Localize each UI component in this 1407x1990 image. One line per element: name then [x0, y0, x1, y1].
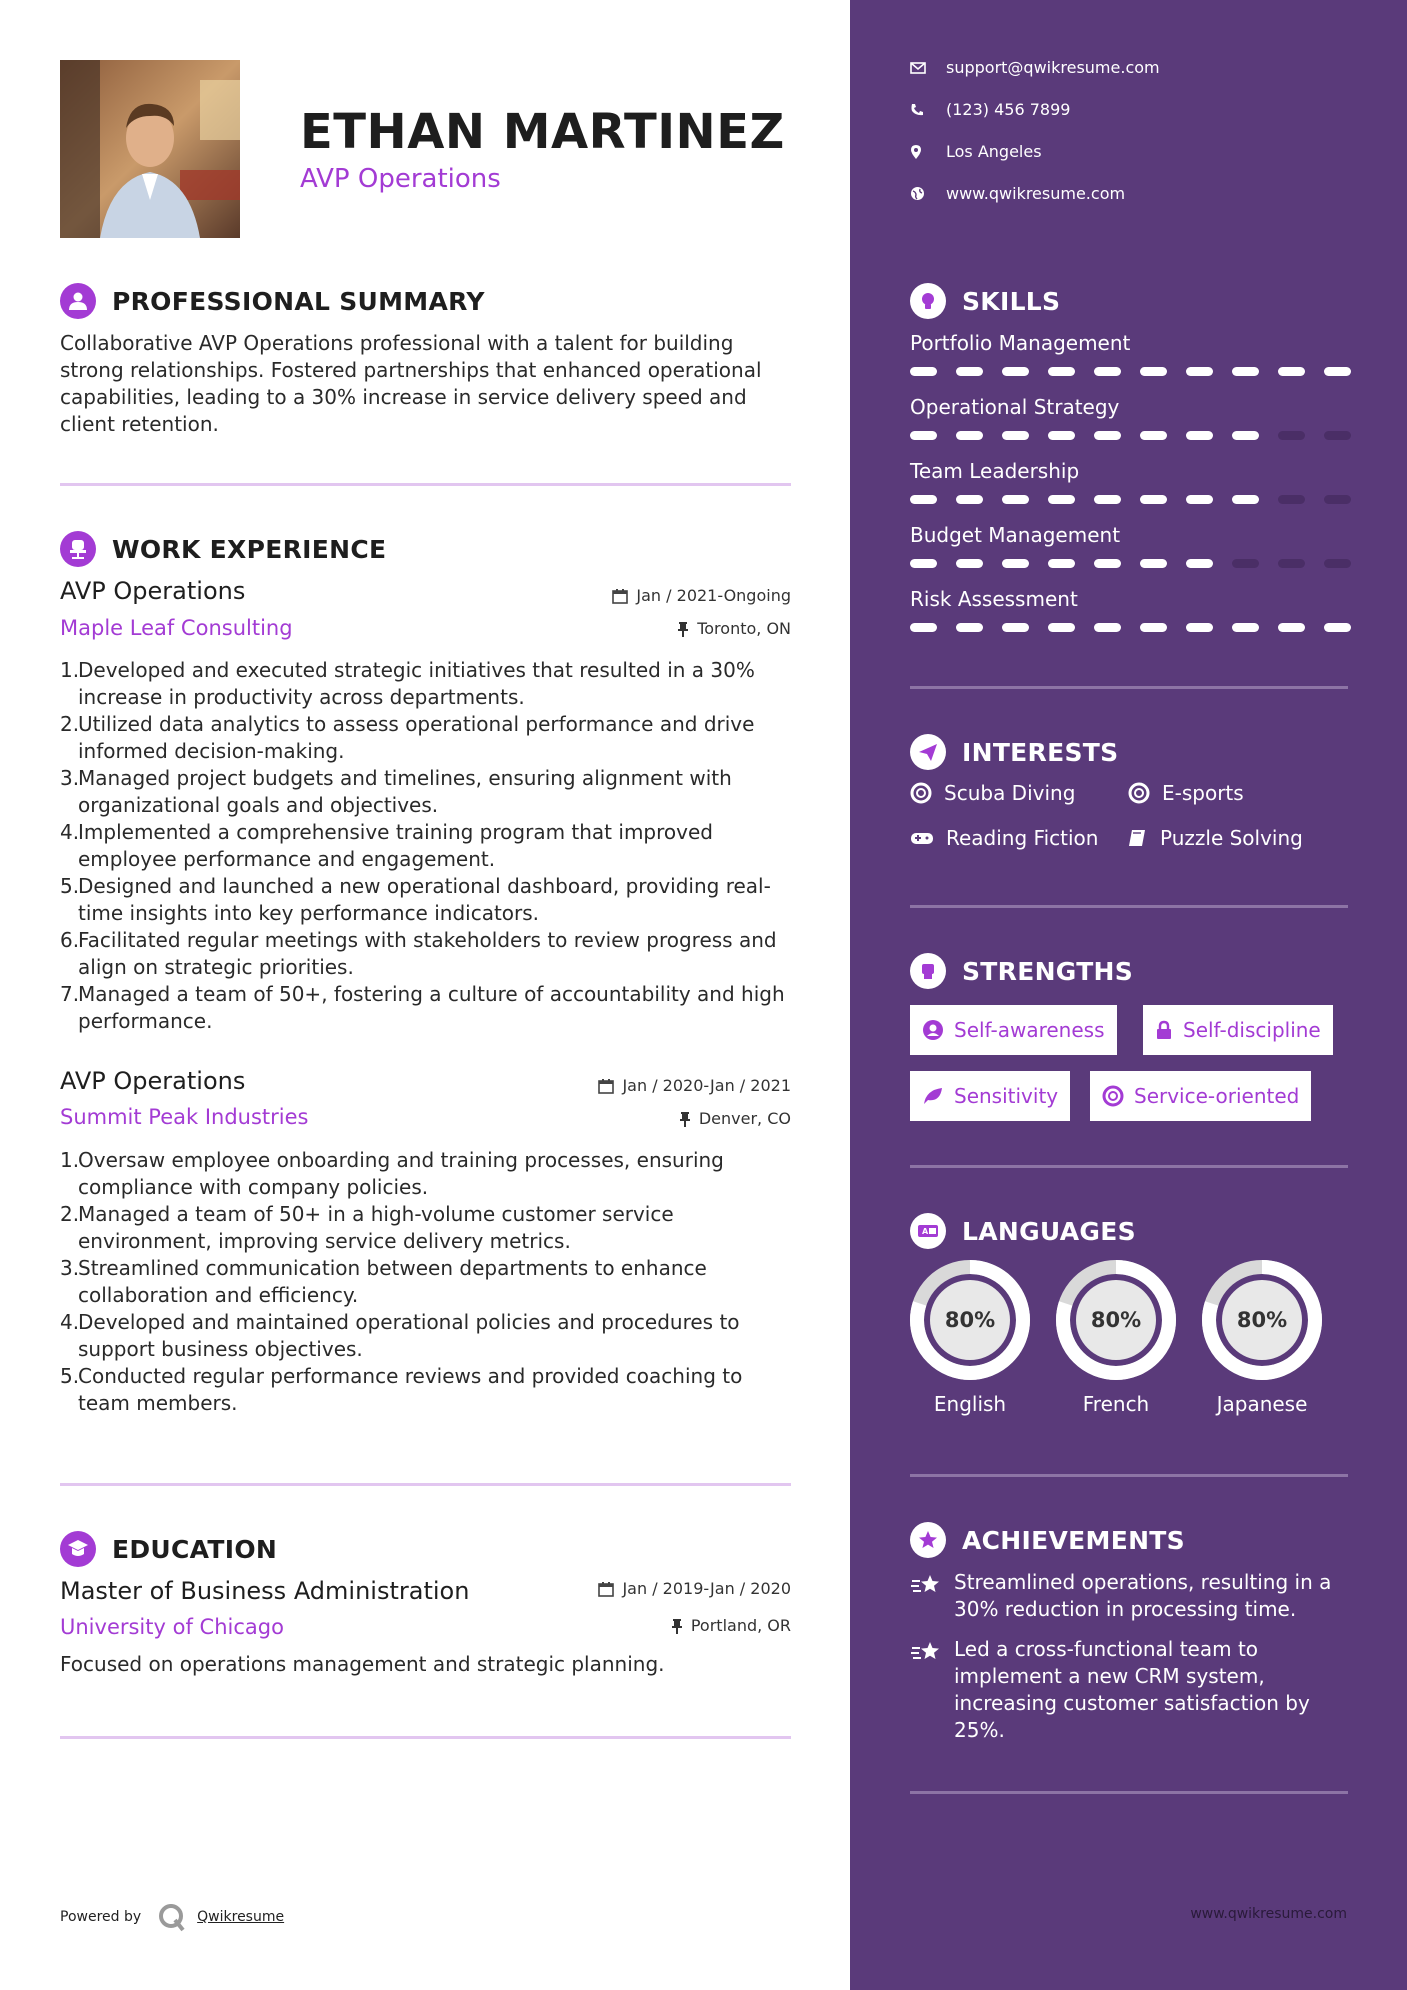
list-item: 3. Managed project budgets and timelines, ensuring alignment with organizational goals and objectives.	[60, 766, 732, 817]
job-responsibilities	[60, 1147, 795, 1417]
gamepad-icon	[910, 830, 934, 846]
skill-level-segment	[1186, 623, 1213, 632]
skill-level-segment	[956, 559, 983, 568]
job-dates-text: Jan / 2020-Jan / 2021	[622, 1076, 791, 1095]
skill-level-segment	[1140, 495, 1167, 504]
skill-name: Operational Strategy	[910, 395, 1120, 419]
skill-level-segment	[1002, 495, 1029, 504]
calendar-icon	[598, 1581, 614, 1597]
skills-heading	[910, 282, 1060, 320]
skill-level-segment	[1002, 623, 1029, 632]
briefcase-chair-icon	[60, 531, 96, 567]
language-percent: 80%	[930, 1280, 1010, 1360]
skill-level-segment	[1048, 623, 1075, 632]
skill-name: Portfolio Management	[910, 331, 1131, 355]
skill-level-segment	[910, 623, 937, 632]
language-percent: 80%	[1076, 1280, 1156, 1360]
strength-badge: Self-discipline	[1143, 1005, 1333, 1055]
skill-level-segment	[1324, 431, 1351, 440]
powered-by-label: Powered by	[60, 1909, 142, 1925]
language-name: French	[1082, 1392, 1150, 1416]
skill-name: Risk Assessment	[910, 587, 1078, 611]
language-item	[1056, 1260, 1176, 1416]
experience-title: WORK EXPERIENCE	[112, 534, 387, 564]
achievements-title: ACHIEVEMENTS	[962, 1525, 1185, 1555]
shooting-star-icon	[910, 1640, 942, 1664]
education-heading	[60, 1531, 277, 1567]
website-text: www.qwikresume.com	[946, 184, 1126, 203]
skill-level-segment	[1232, 559, 1259, 568]
contact-email[interactable]	[910, 58, 1160, 77]
skill-level-segment	[1232, 495, 1259, 504]
job-location	[677, 619, 791, 638]
list-item: 4. Implemented a comprehensive training program that improved employee performance and engagement.	[60, 820, 713, 871]
education-title: EDUCATION	[112, 1534, 278, 1564]
skill-level-segment	[1140, 431, 1167, 440]
skill-level-bar	[910, 623, 1351, 632]
languages-title: LANGUAGES	[962, 1216, 1136, 1246]
lifebuoy-icon	[910, 782, 932, 804]
language-icon	[910, 1213, 946, 1249]
skill-level-segment	[956, 495, 983, 504]
phone-text: (123) 456 7899	[946, 100, 1071, 119]
profile-photo	[60, 60, 240, 238]
list-item: 7. Managed a team of 50+, fostering a culture of accountability and high performance.	[60, 982, 785, 1033]
language-name: Japanese	[1216, 1392, 1308, 1416]
achievement-item: Streamlined operations, resulting in a 30% reduction in processing time.	[910, 1569, 1350, 1623]
skill-level-segment	[956, 623, 983, 632]
skill-level-segment	[1002, 431, 1029, 440]
globe-icon	[910, 186, 925, 201]
user-circle-icon	[922, 1019, 944, 1041]
interest-item: Reading Fiction	[910, 826, 1098, 850]
achievements-heading	[910, 1521, 1185, 1559]
skill-level-segment	[1186, 367, 1213, 376]
skill-level-segment	[1232, 431, 1259, 440]
lifebuoy-icon	[1128, 782, 1150, 804]
skill-level-segment	[1048, 367, 1075, 376]
envelope-icon	[910, 62, 926, 74]
school-name: University of Chicago	[60, 1615, 284, 1639]
degree-name: Master of Business Administration	[60, 1577, 470, 1605]
list-item: 6. Facilitated regular meetings with stakeholders to review progress and align on strategic priorities.	[60, 928, 777, 979]
pin-icon	[671, 1618, 683, 1634]
skill-level-segment	[1278, 559, 1305, 568]
calendar-icon	[598, 1078, 614, 1094]
contact-location	[910, 142, 1042, 161]
skill-level-segment	[1324, 495, 1351, 504]
company-name: Maple Leaf Consulting	[60, 616, 293, 640]
summary-text: Collaborative AVP Operations professional with a talent for building strong relationships. Fostered partnerships that enhanced operational capabilities, leading to a 30% increase in service delivery speed and client retention.	[60, 331, 762, 436]
job-location	[679, 1109, 791, 1128]
skill-level-segment	[1094, 495, 1121, 504]
interest-item: Puzzle Solving	[1128, 826, 1303, 850]
list-item: 1. Oversaw employee onboarding and training processes, ensuring compliance with company policies.	[60, 1148, 724, 1199]
list-item: 2. Managed a team of 50+ in a high-volume customer service environment, improving service delivery metrics.	[60, 1202, 674, 1253]
calendar-icon	[612, 588, 628, 604]
list-item: 5. Designed and launched a new operational dashboard, providing real-time insights into key performance indicators.	[60, 874, 771, 925]
skill-level-segment	[910, 431, 937, 440]
skill-level-segment	[1094, 367, 1121, 376]
graduation-icon	[60, 1531, 96, 1567]
education-dates-text: Jan / 2019-Jan / 2020	[622, 1579, 791, 1598]
skill-name: Team Leadership	[910, 459, 1080, 483]
job-dates-text: Jan / 2021-Ongoing	[636, 586, 791, 605]
skill-level-segment	[1094, 559, 1121, 568]
strength-badge: Sensitivity	[910, 1071, 1070, 1121]
skill-level-segment	[1278, 623, 1305, 632]
list-item: 3. Streamlined communication between departments to enhance collaboration and efficiency.	[60, 1256, 707, 1307]
language-name: English	[933, 1392, 1007, 1416]
lock-icon	[1155, 1020, 1173, 1040]
skill-level-segment	[1048, 559, 1075, 568]
job-title: AVP Operations	[60, 577, 246, 605]
book-icon	[1128, 828, 1148, 848]
skill-level-segment	[910, 367, 937, 376]
interests-title: INTERESTS	[962, 737, 1119, 767]
skill-level-segment	[1094, 431, 1121, 440]
contact-website[interactable]	[910, 184, 1125, 203]
map-marker-icon	[910, 144, 922, 160]
summary-heading	[60, 283, 485, 319]
skill-level-bar	[910, 367, 1351, 376]
job-dates	[612, 586, 791, 605]
skill-level-segment	[1232, 367, 1259, 376]
skill-level-segment	[1186, 495, 1213, 504]
fist-icon	[910, 953, 946, 989]
divider	[910, 686, 1348, 689]
divider	[910, 1165, 1348, 1168]
divider	[910, 1791, 1348, 1794]
star-badge-icon	[910, 1522, 946, 1558]
list-item: 1. Developed and executed strategic initiatives that resulted in a 30% increase in productivity across departments.	[60, 658, 755, 709]
list-item: 5. Conducted regular performance reviews and provided coaching to team members.	[60, 1364, 743, 1415]
skill-level-segment	[1324, 623, 1351, 632]
skill-level-bar	[910, 559, 1351, 568]
education-location-text: Portland, OR	[690, 1616, 791, 1635]
lifebuoy-icon	[1102, 1085, 1124, 1107]
strength-badge: Self-awareness	[910, 1005, 1117, 1055]
divider	[60, 483, 791, 486]
skill-level-segment	[1140, 367, 1167, 376]
skill-level-bar	[910, 495, 1351, 504]
job-title: AVP Operations	[60, 1067, 246, 1095]
divider	[910, 1474, 1348, 1477]
interests-heading	[910, 733, 1118, 771]
divider	[60, 1736, 791, 1739]
skill-level-segment	[1278, 495, 1305, 504]
candidate-role: AVP Operations	[300, 164, 501, 194]
paper-plane-icon	[910, 734, 946, 770]
skill-level-segment	[1324, 367, 1351, 376]
list-item: 4. Developed and maintained operational policies and procedures to support business objectives.	[60, 1310, 740, 1361]
skill-level-segment	[1002, 559, 1029, 568]
language-percent: 80%	[1222, 1280, 1302, 1360]
pin-icon	[677, 621, 689, 637]
divider	[60, 1483, 791, 1486]
skill-level-segment	[1278, 367, 1305, 376]
job-location-text: Toronto, ON	[697, 619, 791, 638]
skill-level-segment	[910, 495, 937, 504]
list-item: 2. Utilized data analytics to assess operational performance and drive informed decision-making.	[60, 712, 755, 763]
user-icon	[60, 283, 96, 319]
sidebar	[850, 0, 1407, 1990]
language-item	[1202, 1260, 1322, 1416]
summary-title: PROFESSIONAL SUMMARY	[112, 286, 485, 316]
svg-text:A: A	[922, 1227, 929, 1236]
skill-name: Budget Management	[910, 523, 1121, 547]
interest-item: Scuba Diving	[910, 781, 1075, 805]
job-responsibilities	[60, 657, 795, 1035]
skill-level-segment	[1048, 495, 1075, 504]
skill-level-segment	[1186, 431, 1213, 440]
location-text: Los Angeles	[946, 142, 1042, 161]
job-dates	[598, 1076, 791, 1095]
language-item	[910, 1260, 1030, 1416]
strengths-title: STRENGTHS	[962, 956, 1134, 986]
language-ring	[1202, 1260, 1322, 1380]
skill-level-segment	[1140, 623, 1167, 632]
divider	[910, 905, 1348, 908]
skill-level-segment	[1094, 623, 1121, 632]
pin-icon	[679, 1111, 691, 1127]
strengths-heading	[910, 952, 1133, 990]
skill-level-segment	[956, 431, 983, 440]
language-ring	[910, 1260, 1030, 1380]
skill-level-segment	[910, 559, 937, 568]
job-location-text: Denver, CO	[698, 1109, 791, 1128]
lightbulb-icon	[910, 283, 946, 319]
education-dates	[598, 1579, 791, 1598]
language-ring	[1056, 1260, 1176, 1380]
phone-icon	[910, 103, 924, 117]
shooting-star-icon	[910, 1573, 942, 1597]
experience-heading	[60, 531, 386, 567]
qwikresume-logo-icon	[157, 1902, 187, 1932]
skill-level-segment	[1186, 559, 1213, 568]
candidate-name: ETHAN MARTINEZ	[300, 104, 785, 160]
skill-level-segment	[956, 367, 983, 376]
footer-powered-by	[60, 1902, 284, 1932]
education-location	[671, 1616, 791, 1635]
skill-level-segment	[1048, 431, 1075, 440]
contact-phone[interactable]	[910, 100, 1070, 119]
qwikresume-link[interactable]: Qwikresume	[197, 1909, 285, 1925]
skill-level-segment	[1278, 431, 1305, 440]
footer-site[interactable]: www.qwikresume.com	[1190, 1906, 1347, 1922]
achievement-item: Led a cross-functional team to implement a new CRM system, increasing customer satisfaction by 25%.	[910, 1636, 1350, 1744]
skill-level-segment	[1232, 623, 1259, 632]
skill-level-segment	[1002, 367, 1029, 376]
education-description: Focused on operations management and strategic planning.	[60, 1652, 665, 1676]
skill-level-segment	[1324, 559, 1351, 568]
company-name: Summit Peak Industries	[60, 1105, 309, 1129]
email-text: support@qwikresume.com	[946, 58, 1160, 77]
languages-heading	[910, 1212, 1136, 1250]
interest-item: E-sports	[1128, 781, 1244, 805]
leaf-icon	[922, 1086, 944, 1106]
strength-badge: Service-oriented	[1090, 1071, 1311, 1121]
skill-level-segment	[1140, 559, 1167, 568]
skills-title: SKILLS	[962, 286, 1061, 316]
skill-level-bar	[910, 431, 1351, 440]
